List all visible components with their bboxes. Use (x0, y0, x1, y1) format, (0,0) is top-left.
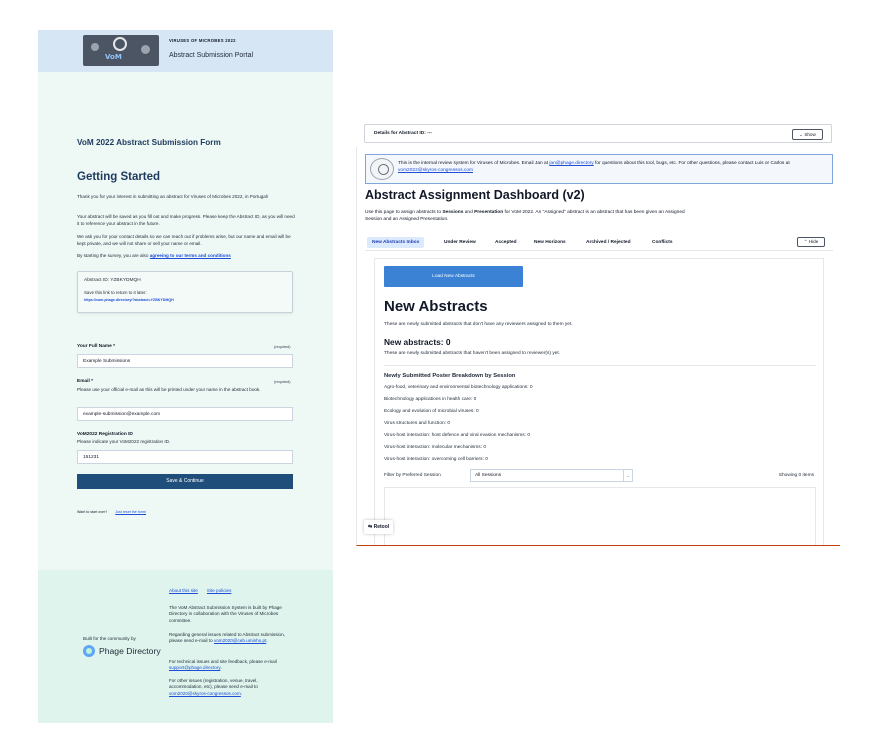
reset-form-link[interactable]: Just reset the form! (115, 510, 146, 514)
other-issues-text: For other issues (registration, venue, travel, accommodation, etc), please send e-mail to (169, 678, 258, 690)
vom-logo (83, 35, 159, 66)
desc-presentation: Presentation (474, 210, 504, 215)
intro-paragraph: Thank you for your interest in submitting an abstract for Viruses of Microbes 2022, in Portugal! (77, 194, 269, 199)
required-badge: (required) (274, 380, 291, 384)
tab-archived-rejected[interactable]: Archived / Rejected (586, 240, 631, 245)
phage-directory-logo[interactable] (83, 645, 161, 657)
tab-new-horizons[interactable]: New Horizons (534, 240, 566, 245)
save-paragraph: Your abstract will be saved as you fill out and make progress. Please keep the Abstract ID, as you will need it to reference your abstract in the future. (77, 214, 295, 226)
general-issues-email[interactable]: vom2020@ceb.uminho.pt (213, 638, 267, 644)
tab-under-review[interactable]: Under Review (444, 240, 476, 245)
conference-name: VIRUSES OF MICROBES 2022 (169, 38, 236, 43)
tab-new-abstracts-inbox[interactable]: New Abstracts Inbox (367, 237, 424, 248)
dashboard-description (365, 209, 685, 224)
registration-id-input[interactable]: 151231 (77, 450, 293, 464)
hide-label: Hide (808, 239, 819, 244)
phage-icon (113, 37, 127, 51)
microbe-icon (91, 43, 99, 51)
built-for-text: Built for the community by (83, 636, 136, 641)
email-input[interactable]: example-submission@example.com (77, 407, 293, 421)
microbe-icon (141, 45, 150, 54)
new-abstracts-heading: New Abstracts (384, 298, 488, 315)
retool-badge[interactable] (364, 520, 393, 534)
general-issues-text: Regarding general issues related to Abstract submission, please send e-mail to (169, 632, 285, 644)
site-footer (38, 570, 333, 723)
registration-label: VoM2022 Registration ID (77, 432, 133, 437)
session-count-row: Virus-host interaction: host defence and viral evasion mechanisms: 0 (384, 433, 531, 438)
desc-text: and (463, 210, 475, 215)
about-link[interactable]: About this site (169, 588, 198, 593)
assignment-dashboard (356, 147, 840, 546)
items-count: Showing 0 items (778, 473, 814, 478)
chevron-up-icon: ⌃ (803, 239, 808, 244)
desc-sessions: Sessions (442, 210, 464, 215)
abstract-id-box (77, 271, 293, 313)
save-link-label: Save this link to return to it later: (84, 290, 147, 295)
dashboard-tabs (365, 234, 833, 251)
footer-general-issues: Regarding general issues related to Abstract submission, please send e-mail to vom2020@ceb.uminho.pt. (169, 632, 285, 644)
restart-row (77, 510, 146, 514)
chevron-down-icon: ⌄ (799, 132, 804, 137)
restart-text: Want to start over? (77, 510, 108, 514)
session-count-row: Ecology and evolution of microbial viruses: 0 (384, 409, 479, 414)
required-badge: (required) (274, 345, 291, 349)
technical-issues-text: For technical issues and site feedback, please e-mail (169, 659, 277, 664)
form-title: VoM 2022 Abstract Submission Form (77, 138, 221, 147)
submission-form-panel (38, 30, 333, 723)
internal-notice (365, 154, 833, 184)
show-label: Show (804, 132, 816, 137)
hide-button[interactable] (797, 237, 825, 247)
session-count-row: Agro-food, veterinary and environmental biotechnology applications: 0 (384, 385, 533, 390)
load-new-abstracts-button[interactable]: Load New Abstracts (384, 266, 523, 287)
footer-about-text: The VoM Abstract Submission System is built by Phage Directory in collaboration with the Viruses of Microbes committee. (169, 605, 282, 623)
jan-email-link[interactable]: jan@phage.directory (549, 161, 594, 166)
session-filter-value: All Sessions (475, 473, 502, 478)
phage-directory-icon (83, 645, 95, 657)
footer-technical-issues: For technical issues and site feedback, please e-mail support@phage.directory. (169, 659, 277, 671)
phage-directory-brand: Phage Directory (99, 646, 161, 656)
abstracts-table (384, 487, 816, 546)
session-count-row: Biotechnology applications in health care: 0 (384, 397, 477, 402)
skyros-email-link[interactable]: vom2022@skyros-congressos.com (398, 168, 473, 173)
terms-prefix: By starting the survey, you are also (77, 253, 150, 258)
email-help: Please use your official e-mail as this will be printed under your name in the abstract book. (77, 387, 261, 392)
terms-paragraph (77, 253, 295, 260)
save-link-url[interactable]: https://vom.phage.directory/?abstract=YZBKYDMQH (84, 298, 174, 302)
portal-subtitle: Abstract Submission Portal (169, 52, 254, 59)
session-filter-select[interactable] (470, 469, 633, 482)
notice-text: for questions about this tool, bugs, etc. For other questions, please contact Luis or Carlos at (593, 161, 790, 166)
other-issues-email[interactable]: vom2020@skyros-congressos.com (169, 690, 241, 696)
tab-accepted[interactable]: Accepted (495, 240, 517, 245)
registration-help: Please indicate your VoM2022 registration ID. (77, 439, 171, 444)
filter-label: Filter by Preferred Session (384, 473, 441, 478)
desc-text: for VoM 2022. An "Assigned" abstract is an abstract that has been given an Assigned Session and an Assigned Presentation. (365, 210, 685, 223)
tab-conflicts[interactable]: Conflicts (652, 240, 673, 245)
abstract-id: Abstract ID: YZBKYDMQH (84, 278, 141, 283)
session-count-row: Virus-host interaction: molecular mechanisms: 0 (384, 445, 487, 450)
privacy-paragraph: We ask you for your contact details so we can reach out if problems arise, but our name and email will be kept private, and we will not share or sell your name or email. (77, 234, 291, 246)
notice-text: This is the internal review system for Viruses of Microbes. Email Jan at (398, 161, 550, 166)
email-label: Email * (77, 379, 93, 384)
show-button[interactable] (792, 129, 823, 140)
footer-links (169, 588, 240, 593)
count-description: These are newly submitted abstracts that haven't been assigned to reviewer(s) yet. (384, 351, 561, 356)
name-label: Your Full Name * (77, 344, 116, 349)
new-abstracts-panel (374, 258, 824, 546)
retool-label: Retool (373, 524, 390, 530)
abstract-details-bar (364, 124, 832, 143)
support-email[interactable]: support@phage.directory (169, 665, 221, 671)
chevron-down-icon: ⌄ (623, 470, 632, 481)
portal-header (38, 30, 333, 72)
divider (384, 365, 816, 366)
full-name-input[interactable]: Example Submissions (77, 354, 293, 368)
retool-icon: ⇆ (368, 524, 373, 530)
footer-other-issues: For other issues (registration, venue, travel, accommodation, etc), please send e-mail to vom2020@skyros-congressos.com. (169, 678, 258, 696)
session-count-row: Virus-host interaction: overcoming cell barriers: 0 (384, 457, 488, 462)
new-abstracts-count: New abstracts: 0 (384, 337, 451, 347)
terms-link[interactable]: agreeing to our terms and conditions (149, 253, 231, 258)
notice-message (398, 160, 828, 174)
new-abstracts-description: These are newly submitted abstracts that don't have any reviewers assigned to them yet. (384, 322, 573, 327)
dashboard-title: Abstract Assignment Dashboard (v2) (365, 188, 585, 202)
breakdown-title: Newly Submitted Poster Breakdown by Session (384, 373, 516, 379)
policies-link[interactable]: Site policies (206, 588, 232, 593)
save-continue-button[interactable]: Save & Continue (77, 474, 293, 489)
session-count-row: Virus structures and function: 0 (384, 421, 451, 426)
vom-avatar-icon (370, 158, 394, 180)
logo-text: VoM (105, 53, 122, 61)
details-title: Details for Abstract ID: --- (374, 131, 432, 136)
getting-started-heading: Getting Started (77, 171, 161, 183)
desc-text: Use this page to assign abstracts to (365, 210, 443, 215)
